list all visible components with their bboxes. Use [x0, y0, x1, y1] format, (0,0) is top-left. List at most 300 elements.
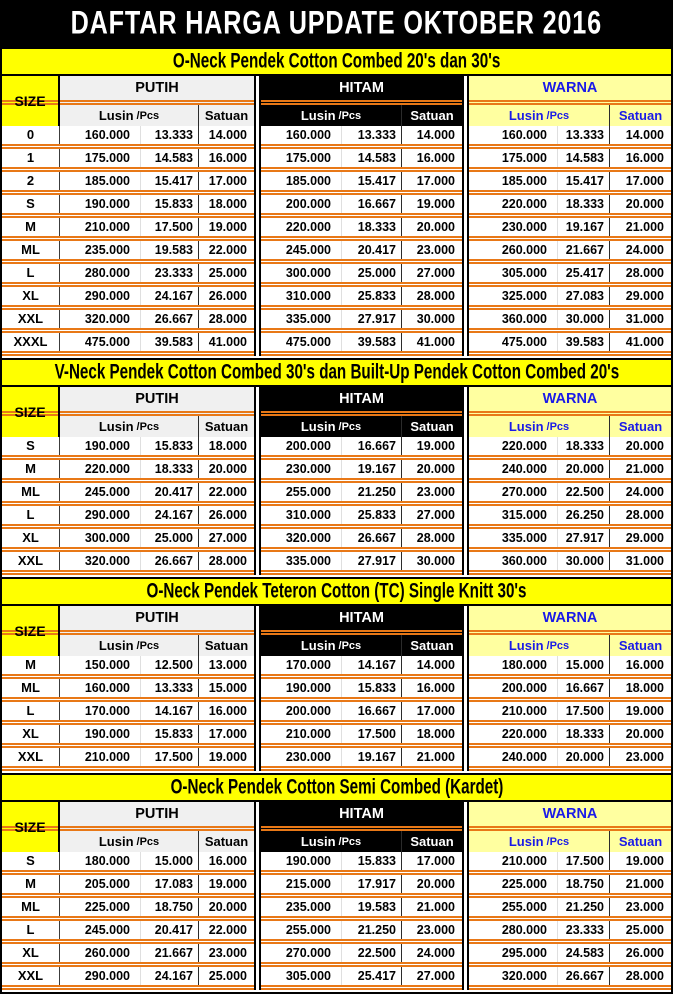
price-cell: 185.000 — [285, 174, 331, 188]
size-cell: XL — [2, 529, 60, 547]
price-cell: 290.000 — [84, 969, 130, 983]
subheader-lusin-label: Lusin — [508, 419, 544, 434]
price-cell: 21.250 — [341, 921, 401, 939]
price-cell: 21.667 — [140, 944, 198, 962]
price-cell: 41.000 — [198, 333, 254, 351]
price-cell: 200.000 — [285, 439, 331, 453]
group-header-putih: PUTIH — [60, 606, 254, 630]
price-cell: 360.000 — [501, 312, 547, 326]
price-cell: 15.417 — [341, 172, 401, 190]
price-cell: 26.000 — [198, 506, 254, 524]
price-cell: 27.000 — [401, 967, 462, 985]
group-header-warna: WARNA — [469, 387, 671, 411]
price-cell: 25.000 — [140, 529, 198, 547]
table-title: O-Neck Pendek Cotton Combed 20's dan 30's — [172, 49, 501, 73]
size-cell: L — [2, 264, 60, 282]
price-cell: 255.000 — [285, 923, 331, 937]
price-table — [0, 773, 673, 994]
price-cell: 17.000 — [609, 172, 671, 190]
subheader-lusin-label: Lusin — [300, 108, 336, 123]
price-cell: 24.167 — [140, 287, 198, 305]
subheader-lusin-pcs — [60, 831, 198, 852]
price-cell: 210.000 — [285, 727, 331, 741]
price-cell: 310.000 — [285, 289, 331, 303]
price-cell: 175.000 — [285, 151, 331, 165]
size-cell: M — [2, 218, 60, 236]
price-cell: 25.417 — [557, 264, 609, 282]
subheader-pcs-label: /Pcs — [136, 835, 160, 848]
price-cell: 220.000 — [285, 220, 331, 234]
price-cell: 17.000 — [401, 172, 462, 190]
row-separator — [60, 351, 254, 356]
price-cell: 19.000 — [401, 437, 462, 455]
group-header-putih: PUTIH — [60, 76, 254, 100]
price-cell: 27.000 — [198, 529, 254, 547]
price-cell: 200.000 — [285, 197, 331, 211]
group-divider — [462, 606, 469, 771]
subheader-lusin-label: Lusin — [300, 834, 336, 849]
size-cell: S — [2, 852, 60, 870]
price-cell: 30.000 — [557, 552, 609, 570]
row-separator — [60, 766, 254, 771]
price-cell: 335.000 — [501, 531, 547, 545]
price-cell: 19.000 — [401, 195, 462, 213]
price-cell: 25.833 — [341, 287, 401, 305]
price-cell: 19.167 — [557, 218, 609, 236]
price-cell: 24.583 — [557, 944, 609, 962]
subheader-lusin-pcs — [469, 635, 609, 656]
row-separator — [60, 570, 254, 575]
price-cell: 210.000 — [84, 220, 130, 234]
price-cell: 19.000 — [198, 748, 254, 766]
table-title: O-Neck Pendek Teteron Cotton (TC) Single Knitt 30's — [146, 579, 527, 603]
price-cell: 16.000 — [401, 149, 462, 167]
table-grid — [2, 76, 671, 358]
price-cell: 24.000 — [401, 944, 462, 962]
subheader-satuan: Satuan — [198, 105, 254, 126]
price-cell: 28.000 — [401, 529, 462, 547]
table-grid — [2, 387, 671, 577]
row-separator — [261, 351, 462, 356]
group-header-warna: WARNA — [469, 802, 671, 826]
price-cell: 230.000 — [285, 750, 331, 764]
subheader-lusin-pcs — [261, 831, 401, 852]
size-cell: XXL — [2, 748, 60, 766]
subheader-satuan: Satuan — [609, 831, 671, 852]
price-cell: 15.417 — [140, 172, 198, 190]
price-cell: 14.167 — [341, 656, 401, 674]
group-divider — [462, 387, 469, 575]
subheader-lusin-label: Lusin — [98, 108, 134, 123]
price-cell: 28.000 — [609, 506, 671, 524]
price-cell: 23.333 — [140, 264, 198, 282]
price-cell: 320.000 — [84, 312, 130, 326]
subheader-lusin-pcs — [60, 105, 198, 126]
price-cell: 220.000 — [501, 727, 547, 741]
price-cell: 14.000 — [401, 656, 462, 674]
size-cell: ML — [2, 679, 60, 697]
price-cell: 24.167 — [140, 506, 198, 524]
price-cell: 320.000 — [501, 969, 547, 983]
price-cell: 245.000 — [84, 923, 130, 937]
price-cell: 180.000 — [501, 658, 547, 672]
price-cell: 315.000 — [501, 508, 547, 522]
price-cell: 210.000 — [84, 750, 130, 764]
subheader-lusin-label: Lusin — [98, 419, 134, 434]
price-cell: 20.000 — [401, 218, 462, 236]
price-cell: 235.000 — [285, 900, 331, 914]
price-cell: 335.000 — [285, 312, 331, 326]
price-cell: 15.833 — [140, 725, 198, 743]
price-cell: 20.000 — [609, 437, 671, 455]
subheader-satuan: Satuan — [401, 416, 462, 437]
price-cell: 18.333 — [557, 195, 609, 213]
price-cell: 16.667 — [341, 702, 401, 720]
price-cell: 160.000 — [285, 128, 331, 142]
price-cell: 475.000 — [501, 335, 547, 349]
subheader-lusin-label: Lusin — [300, 419, 336, 434]
size-column-header: SIZE — [2, 76, 60, 126]
price-cell: 22.000 — [198, 921, 254, 939]
group-header-hitam: HITAM — [261, 387, 462, 411]
price-cell: 16.000 — [609, 149, 671, 167]
size-cell: XXL — [2, 552, 60, 570]
table-title-band — [2, 579, 671, 606]
price-cell: 325.000 — [501, 289, 547, 303]
price-cell: 17.917 — [341, 875, 401, 893]
price-cell: 18.333 — [140, 460, 198, 478]
size-cell: XXL — [2, 310, 60, 328]
price-cell: 18.000 — [198, 195, 254, 213]
price-cell: 230.000 — [285, 462, 331, 476]
group-divider — [462, 76, 469, 356]
group-header-hitam: HITAM — [261, 76, 462, 100]
price-cell: 17.083 — [140, 875, 198, 893]
price-cell: 160.000 — [501, 128, 547, 142]
price-cell: 260.000 — [501, 243, 547, 257]
price-cell: 14.000 — [401, 126, 462, 144]
price-cell: 19.000 — [198, 218, 254, 236]
price-cell: 300.000 — [285, 266, 331, 280]
price-cell: 15.833 — [140, 195, 198, 213]
size-cell: XXXL — [2, 333, 60, 351]
price-cell: 23.333 — [557, 921, 609, 939]
subheader-lusin-label: Lusin — [508, 834, 544, 849]
price-cell: 26.667 — [557, 967, 609, 985]
price-cell: 17.000 — [198, 725, 254, 743]
price-cell: 23.000 — [609, 898, 671, 916]
size-cell: S — [2, 195, 60, 213]
price-cell: 19.583 — [140, 241, 198, 259]
subheader-satuan: Satuan — [401, 105, 462, 126]
price-cell: 16.000 — [609, 656, 671, 674]
price-cell: 190.000 — [285, 854, 331, 868]
table-title-band — [2, 49, 671, 76]
subheader-lusin-pcs — [469, 416, 609, 437]
price-cell: 25.000 — [609, 921, 671, 939]
price-cell: 21.000 — [401, 748, 462, 766]
row-separator — [2, 351, 60, 356]
size-cell: 2 — [2, 172, 60, 190]
price-cell: 27.000 — [401, 506, 462, 524]
row-separator — [469, 985, 671, 990]
price-cell: 175.000 — [501, 151, 547, 165]
row-separator — [2, 570, 60, 575]
price-cell: 175.000 — [84, 151, 130, 165]
price-table — [0, 358, 673, 579]
price-cell: 21.000 — [609, 218, 671, 236]
price-cell: 260.000 — [84, 946, 130, 960]
price-cell: 15.000 — [140, 852, 198, 870]
price-cell: 185.000 — [501, 174, 547, 188]
price-cell: 30.000 — [401, 310, 462, 328]
price-table — [0, 577, 673, 775]
price-cell: 26.000 — [609, 944, 671, 962]
group-header-hitam: HITAM — [261, 606, 462, 630]
price-cell: 28.000 — [401, 287, 462, 305]
price-cell: 15.833 — [341, 679, 401, 697]
page-title: DAFTAR HARGA UPDATE OKTOBER 2016 — [70, 5, 603, 41]
price-cell: 240.000 — [501, 462, 547, 476]
price-cell: 23.000 — [198, 944, 254, 962]
price-cell: 39.583 — [140, 333, 198, 351]
table-title: V-Neck Pendek Cotton Combed 30's dan Built-Up Pendek Cotton Combed 20's — [54, 360, 619, 384]
price-cell: 320.000 — [285, 531, 331, 545]
group-divider — [254, 606, 261, 771]
price-cell: 26.000 — [198, 287, 254, 305]
price-cell: 25.000 — [341, 264, 401, 282]
price-cell: 28.000 — [198, 552, 254, 570]
price-cell: 12.500 — [140, 656, 198, 674]
subheader-lusin-label: Lusin — [508, 108, 544, 123]
price-cell: 190.000 — [285, 681, 331, 695]
price-cell: 30.000 — [401, 552, 462, 570]
price-cell: 13.000 — [198, 656, 254, 674]
subheader-satuan: Satuan — [609, 416, 671, 437]
subheader-pcs-label: /Pcs — [338, 420, 362, 433]
price-table — [0, 47, 673, 360]
price-cell: 210.000 — [501, 854, 547, 868]
price-cell: 15.000 — [198, 679, 254, 697]
size-cell: S — [2, 437, 60, 455]
price-cell: 190.000 — [84, 727, 130, 741]
subheader-lusin-pcs — [261, 105, 401, 126]
price-cell: 17.000 — [401, 852, 462, 870]
size-column-header: SIZE — [2, 387, 60, 437]
price-cell: 26.250 — [557, 506, 609, 524]
subheader-pcs-label: /Pcs — [338, 835, 362, 848]
price-cell: 41.000 — [401, 333, 462, 351]
size-cell: ML — [2, 483, 60, 501]
subheader-pcs-label: /Pcs — [546, 639, 570, 652]
row-separator — [469, 570, 671, 575]
price-cell: 23.000 — [401, 921, 462, 939]
price-cell: 18.333 — [557, 725, 609, 743]
table-grid — [2, 606, 671, 773]
price-cell: 13.333 — [140, 679, 198, 697]
size-cell: XXL — [2, 967, 60, 985]
price-cell: 29.000 — [609, 287, 671, 305]
price-cell: 27.917 — [557, 529, 609, 547]
price-cell: 245.000 — [84, 485, 130, 499]
price-cell: 21.000 — [401, 898, 462, 916]
price-cell: 39.583 — [341, 333, 401, 351]
price-cell: 160.000 — [84, 681, 130, 695]
subheader-lusin-pcs — [469, 105, 609, 126]
subheader-satuan: Satuan — [198, 416, 254, 437]
price-cell: 150.000 — [84, 658, 130, 672]
price-cell: 290.000 — [84, 289, 130, 303]
price-cell: 23.000 — [401, 241, 462, 259]
price-cell: 22.500 — [341, 944, 401, 962]
price-cell: 16.667 — [341, 195, 401, 213]
price-cell: 20.417 — [140, 921, 198, 939]
subheader-satuan: Satuan — [198, 635, 254, 656]
price-cell: 22.500 — [557, 483, 609, 501]
price-cell: 190.000 — [84, 197, 130, 211]
price-cell: 14.167 — [140, 702, 198, 720]
subheader-satuan: Satuan — [609, 635, 671, 656]
price-cell: 475.000 — [285, 335, 331, 349]
price-cell: 16.000 — [198, 149, 254, 167]
price-cell: 190.000 — [84, 439, 130, 453]
subheader-satuan: Satuan — [401, 635, 462, 656]
price-cell: 15.417 — [557, 172, 609, 190]
price-cell: 25.417 — [341, 967, 401, 985]
table-title: O-Neck Pendek Cotton Semi Combed (Kardet) — [170, 775, 503, 799]
price-cell: 27.917 — [341, 552, 401, 570]
price-cell: 235.000 — [84, 243, 130, 257]
price-cell: 300.000 — [84, 531, 130, 545]
price-cell: 17.000 — [198, 172, 254, 190]
price-cell: 170.000 — [84, 704, 130, 718]
price-cell: 25.833 — [341, 506, 401, 524]
price-cell: 360.000 — [501, 554, 547, 568]
price-cell: 290.000 — [84, 508, 130, 522]
price-cell: 215.000 — [285, 877, 331, 891]
size-cell: XL — [2, 944, 60, 962]
size-cell: M — [2, 875, 60, 893]
price-cell: 23.000 — [401, 483, 462, 501]
group-header-warna: WARNA — [469, 76, 671, 100]
price-cell: 15.833 — [140, 437, 198, 455]
price-cell: 21.667 — [557, 241, 609, 259]
size-cell: 1 — [2, 149, 60, 167]
price-cell: 14.583 — [140, 149, 198, 167]
price-cell: 255.000 — [501, 900, 547, 914]
price-cell: 26.667 — [140, 310, 198, 328]
subheader-pcs-label: /Pcs — [546, 420, 570, 433]
price-cell: 220.000 — [501, 197, 547, 211]
subheader-lusin-label: Lusin — [98, 638, 134, 653]
price-cell: 17.500 — [557, 852, 609, 870]
price-cell: 24.167 — [140, 967, 198, 985]
price-cell: 19.167 — [341, 460, 401, 478]
price-cell: 305.000 — [285, 969, 331, 983]
size-cell: ML — [2, 898, 60, 916]
group-divider — [254, 802, 261, 990]
group-header-putih: PUTIH — [60, 802, 254, 826]
price-cell: 17.000 — [401, 702, 462, 720]
price-cell: 26.667 — [140, 552, 198, 570]
price-cell: 280.000 — [501, 923, 547, 937]
subheader-pcs-label: /Pcs — [136, 639, 160, 652]
price-cell: 210.000 — [501, 704, 547, 718]
row-separator — [261, 985, 462, 990]
size-cell: L — [2, 921, 60, 939]
price-cell: 27.083 — [557, 287, 609, 305]
size-column-header: SIZE — [2, 606, 60, 656]
price-cell: 18.750 — [557, 875, 609, 893]
price-cell: 20.000 — [609, 195, 671, 213]
price-cell: 225.000 — [501, 877, 547, 891]
price-cell: 17.500 — [140, 218, 198, 236]
price-cell: 14.583 — [341, 149, 401, 167]
price-cell: 160.000 — [84, 128, 130, 142]
price-cell: 16.667 — [557, 679, 609, 697]
price-cell: 305.000 — [501, 266, 547, 280]
price-cell: 240.000 — [501, 750, 547, 764]
price-cell: 28.000 — [609, 967, 671, 985]
price-cell: 15.833 — [341, 852, 401, 870]
price-cell: 19.000 — [609, 702, 671, 720]
size-cell: L — [2, 506, 60, 524]
price-tables — [0, 47, 673, 994]
price-cell: 21.250 — [341, 483, 401, 501]
price-cell: 17.500 — [341, 725, 401, 743]
price-cell: 280.000 — [84, 266, 130, 280]
subheader-pcs-label: /Pcs — [546, 109, 570, 122]
group-header-hitam: HITAM — [261, 802, 462, 826]
price-cell: 16.000 — [198, 852, 254, 870]
table-grid — [2, 802, 671, 992]
price-cell: 320.000 — [84, 554, 130, 568]
price-cell: 16.000 — [401, 679, 462, 697]
price-cell: 245.000 — [285, 243, 331, 257]
price-cell: 270.000 — [285, 946, 331, 960]
price-cell: 270.000 — [501, 485, 547, 499]
price-cell: 205.000 — [84, 877, 130, 891]
size-cell: XL — [2, 725, 60, 743]
price-cell: 27.917 — [341, 310, 401, 328]
price-cell: 19.167 — [341, 748, 401, 766]
subheader-satuan: Satuan — [609, 105, 671, 126]
price-cell: 170.000 — [285, 658, 331, 672]
row-separator — [60, 985, 254, 990]
price-cell: 220.000 — [84, 462, 130, 476]
price-cell: 28.000 — [198, 310, 254, 328]
price-cell: 31.000 — [609, 310, 671, 328]
price-cell: 475.000 — [84, 335, 130, 349]
price-cell: 20.000 — [401, 460, 462, 478]
group-header-warna: WARNA — [469, 606, 671, 630]
price-cell: 20.000 — [609, 725, 671, 743]
price-cell: 20.000 — [198, 460, 254, 478]
price-cell: 18.750 — [140, 898, 198, 916]
price-cell: 27.000 — [401, 264, 462, 282]
price-cell: 310.000 — [285, 508, 331, 522]
subheader-pcs-label: /Pcs — [136, 109, 160, 122]
price-cell: 20.000 — [557, 460, 609, 478]
price-cell: 18.000 — [401, 725, 462, 743]
subheader-lusin-label: Lusin — [508, 638, 544, 653]
row-separator — [2, 985, 60, 990]
subheader-lusin-label: Lusin — [98, 834, 134, 849]
subheader-pcs-label: /Pcs — [338, 109, 362, 122]
subheader-lusin-pcs — [60, 416, 198, 437]
price-cell: 200.000 — [285, 704, 331, 718]
price-cell: 16.667 — [341, 437, 401, 455]
